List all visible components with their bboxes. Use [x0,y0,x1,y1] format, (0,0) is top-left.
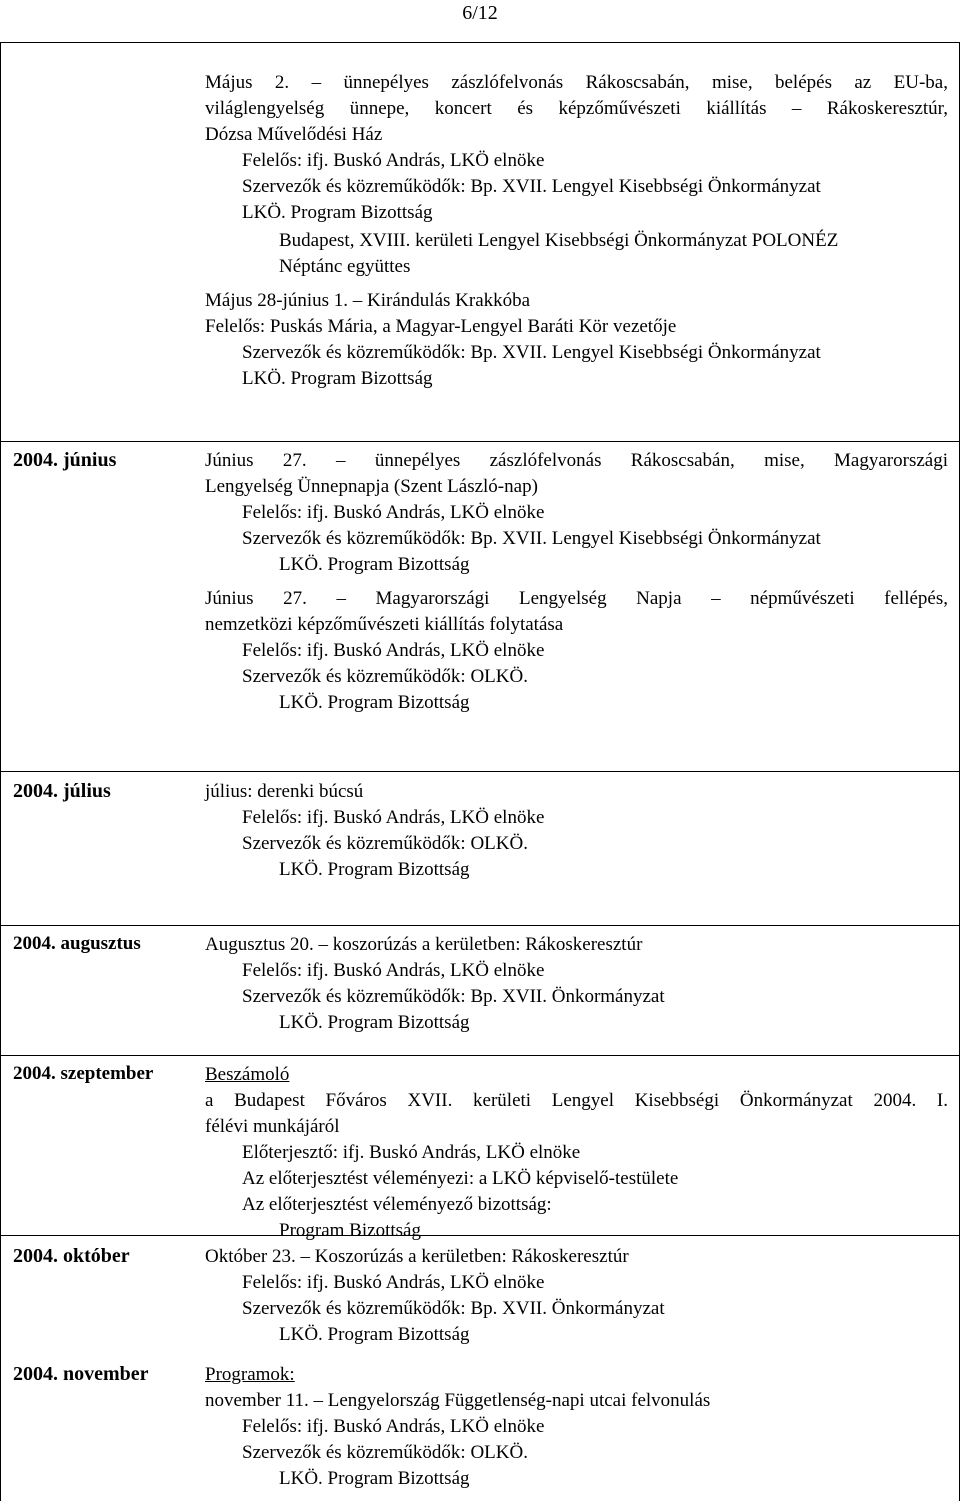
entry-line: Felelős: ifj. Buskó András, LKÖ elnöke [242,807,545,828]
entry-line: LKÖ. Program Bizottság [279,1324,470,1345]
entry-line: Szervezők és közreműködők: Bp. XVII. Önkormányzat [242,1298,665,1319]
entry-line: Június 27. – Magyarországi Lengyelség Napja – népművészeti fellépés, [205,588,948,609]
entry-line: világlengyelség ünnepe, koncert és képzőművészeti kiállítás – Rákoskeresztúr, [205,98,948,119]
entry-heading: Programok: [205,1364,295,1385]
entry-line: Szervezők és közreműködők: Bp. XVII. Önkormányzat [242,986,665,1007]
entry-line: LKÖ. Program Bizottság [279,1012,470,1033]
entry-line: Szervezők és közreműködők: Bp. XVII. Lengyel Kisebbségi Önkormányzat [242,342,821,363]
entry-line: Szervezők és közreműködők: OLKÖ. [242,1442,528,1463]
entry-line: Felelős: ifj. Buskó András, LKÖ elnöke [242,1416,545,1437]
entry-line: Néptánc együttes [279,256,411,277]
table-row-november [1,1363,959,1501]
entry-line: Lengyelség Ünnepnapja (Szent László-nap) [205,476,538,497]
month-label: 2004. június [13,449,117,471]
entry-line: Szervezők és közreműködők: Bp. XVII. Lengyel Kisebbségi Önkormányzat [242,528,821,549]
entry-line: Június 27. – ünnepélyes zászlófelvonás Rákoscsabán, mise, Magyarországi [205,450,948,471]
entry-line: Felelős: ifj. Buskó András, LKÖ elnöke [242,150,545,171]
entry-line: Szervezők és közreműködők: OLKÖ. [242,833,528,854]
entry-line: Május 28-június 1. – Kirándulás Krakkóba [205,290,531,311]
entry-line: Felelős: ifj. Buskó András, LKÖ elnöke [242,502,545,523]
entry-line: Program Bizottság [279,1220,421,1241]
entry-line: Dózsa Művelődési Ház [205,124,383,145]
table-row-may [1,43,959,442]
entry-line: LKÖ. Program Bizottság [279,859,470,880]
entry-line: Felelős: Puskás Mária, a Magyar-Lengyel Baráti Kör vezetője [205,316,677,337]
entry-line: július: derenki búcsú [205,781,364,802]
month-label: 2004. október [13,1245,130,1267]
table-row-september [1,1055,959,1241]
entry-line: nemzetközi képzőművészeti kiállítás folytatása [205,614,564,635]
entry-line: Felelős: ifj. Buskó András, LKÖ elnöke [242,1272,545,1293]
table-row-august [1,925,959,1056]
entry-line: Előterjesztő: ifj. Buskó András, LKÖ elnöke [242,1142,581,1163]
schedule-table [0,42,960,1501]
entry-line: Szervezők és közreműködők: Bp. XVII. Lengyel Kisebbségi Önkormányzat [242,176,821,197]
month-label: 2004. november [13,1363,149,1385]
entry-line: a Budapest Főváros XVII. kerületi Lengyel Kisebbségi Önkormányzat 2004. I. [205,1090,948,1111]
month-label: 2004. szeptember [13,1063,154,1084]
entry-line: LKÖ. Program Bizottság [242,202,433,223]
entry-line: november 11. – Lengyelország Függetlenség-napi utcai felvonulás [205,1390,711,1411]
entry-line: Felelős: ifj. Buskó András, LKÖ elnöke [242,640,545,661]
entry-line: Az előterjesztést véleményezi: a LKÖ képviselő-testülete [242,1168,679,1189]
page-number: 6/12 [462,2,498,24]
table-row-october [1,1235,959,1359]
table-row-july [1,771,959,926]
entry-line: Az előterjesztést véleményező bizottság: [242,1194,552,1215]
entry-line: Május 2. – ünnepélyes zászlófelvonás Rákoscsabán, mise, belépés az EU-ba, [205,72,948,93]
entry-line: LKÖ. Program Bizottság [279,1468,470,1489]
entry-line: Október 23. – Koszorúzás a kerületben: Rákoskeresztúr [205,1246,629,1267]
month-label: 2004. augusztus [13,933,141,954]
entry-line: Szervezők és közreműködők: OLKÖ. [242,666,528,687]
entry-line: LKÖ. Program Bizottság [242,368,433,389]
table-row-june [1,441,959,772]
entry-line: LKÖ. Program Bizottság [279,692,470,713]
entry-line: Budapest, XVIII. kerületi Lengyel Kisebbségi Önkormányzat POLONÉZ [279,230,839,251]
entry-line: Augusztus 20. – koszorúzás a kerületben: Rákoskeresztúr [205,934,643,955]
month-label: 2004. július [13,780,111,802]
entry-heading: Beszámoló [205,1064,290,1085]
entry-line: Felelős: ifj. Buskó András, LKÖ elnöke [242,960,545,981]
entry-line: félévi munkájáról [205,1116,340,1137]
entry-line: LKÖ. Program Bizottság [279,554,470,575]
